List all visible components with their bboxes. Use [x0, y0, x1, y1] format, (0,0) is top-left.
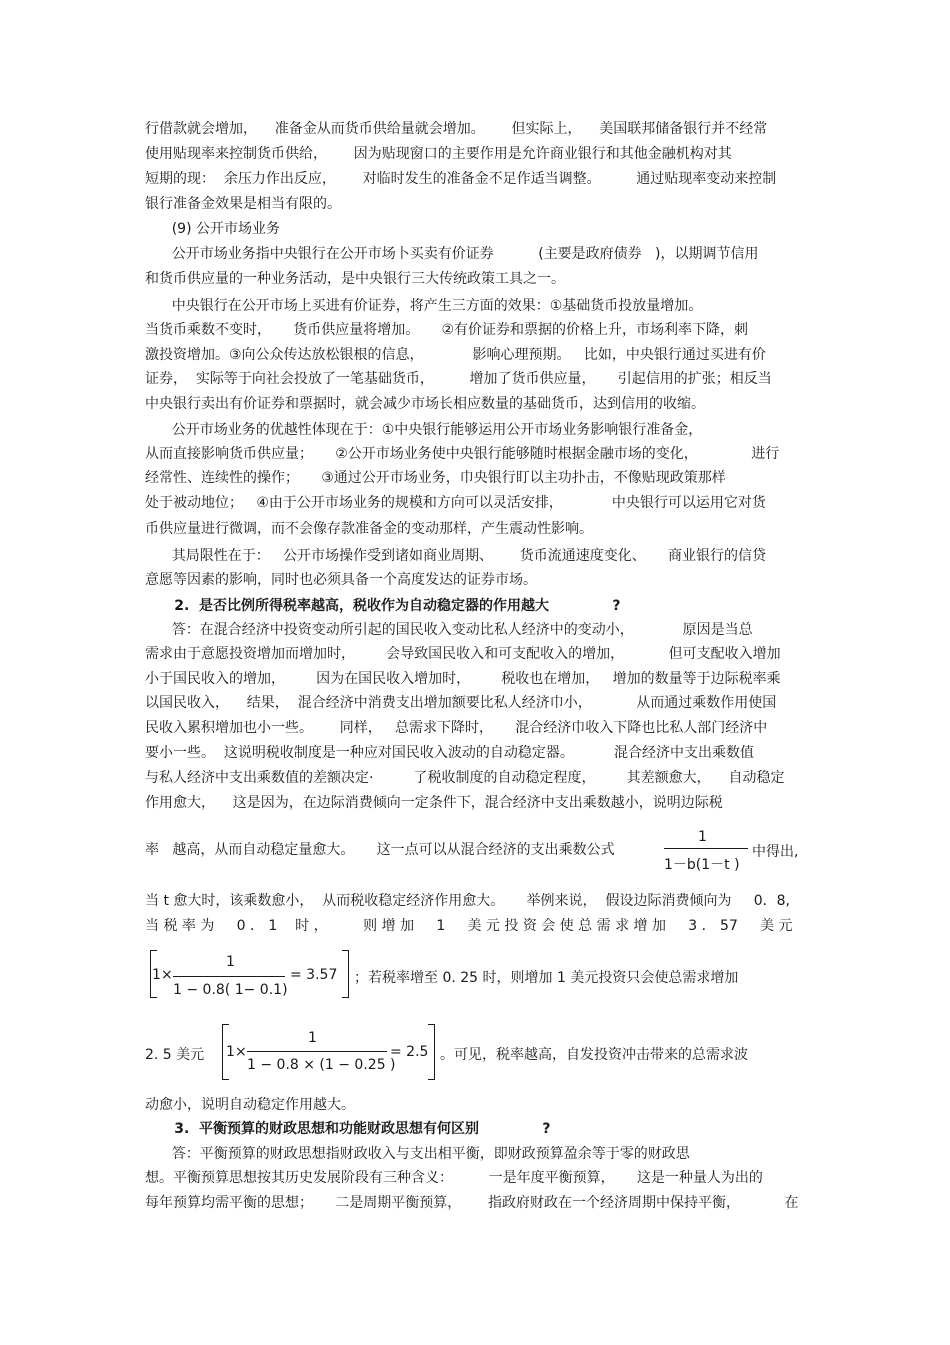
paragraph-line: 动愈小，说明自动稳定作用越大。: [145, 1097, 355, 1113]
fraction-bar: [664, 848, 748, 849]
paragraph-line: 以国民收入， 结果， 混合经济中消费支出增加额要比私人经济巾小， 从而通过乘数作用使国: [145, 695, 777, 711]
fraction-bar: [173, 976, 285, 977]
fraction-bar: [247, 1051, 387, 1052]
paragraph-line: 小于国民收入的增加， 因为在国民收入增加时， 税收也在增加， 增加的数量等于边际税率乘: [145, 671, 781, 687]
paragraph-line: 民收入累积增加也小一些。 同样， 总需求下降时， 混合经济巾收入下降也比私人部门经济中: [145, 720, 768, 736]
eq1-denominator: 1 − 0.8( 1− 0.1): [173, 982, 288, 998]
eq1-suffix: ；若税率增至 0. 25 时，则增加 1 美元投资只会使总需求增加: [354, 970, 739, 986]
paragraph-line: 其局限性在于： 公开市场操作受到诸如商业周期、 货币流通速度变化、 商业银行的信贷: [145, 548, 767, 564]
paragraph-line: 作用愈大， 这是因为，在边际消费倾向一定条件下，混合经济中支出乘数越小，说明边际税: [145, 795, 723, 811]
eq2-result: = 2.5: [390, 1044, 429, 1060]
paragraph-line: 与私人经济中支出乘数值的差额决定· 了税收制度的自动稳定程度， 其差额愈大， 自动稳定: [145, 770, 785, 786]
eq1-numerator: 1: [226, 954, 235, 970]
paragraph-line: 短期的现： 余压力作出反应， 对临时发生的准备金不足作适当调整。 通过贴现率变动来控制: [145, 171, 777, 187]
paragraph-line: 中央银行卖出有价证券和票据时，就会减少市场长相应数量的基础货币，达到信用的收缩。: [145, 396, 705, 412]
paragraph-line: 中央银行在公开市场上买进有价证券，将产生三方面的效果：①基础货币投放量增加。: [145, 298, 703, 314]
right-bracket: [428, 1024, 435, 1080]
multiplier-numerator: 1: [698, 829, 707, 845]
eq2-denominator: 1 − 0.8 × (1 − 0.25 ): [247, 1057, 396, 1073]
paragraph-line: 需求由于意愿投资增加而增加时， 会导致国民收入和可支配收入的增加， 但可支配收入增加: [145, 646, 781, 662]
paragraph-line: 经常性、连续性的操作； ③通过公开市场业务，巾央银行盯以主功扑击，不像贴现政策那样: [145, 470, 726, 486]
paragraph-line: 行借款就会增加， 准备金从而货币供给量就会增加。 但实际上， 美国联邦储备银行并不经常: [145, 121, 768, 137]
paragraph-line: 证券， 实际等于向社会投放了一笔基础货币， 增加了货币供应量， 引起信用的扩张；相反当: [145, 371, 772, 387]
paragraph-line: 想。平衡预算思想按其历史发展阶段有三种含义： 一是年度平衡预算， 这是一种量人为出的: [145, 1170, 763, 1186]
paragraph-line: 答：平衡预算的财政思想指财政收入与支出相平衡，即财政预算盈余等于零的财政思: [145, 1146, 690, 1162]
paragraph-line: 当货币乘数不变时， 货币供应量将增加。 ②有价证券和票据的价格上升，市场利率下降，刺: [145, 322, 749, 338]
formula-line-suffix: 中得出,: [752, 844, 799, 860]
question-heading: 2. 是否比例所得税率越高，税收作为自动稳定器的作用越大 ?: [145, 598, 621, 614]
paragraph-line: 公开市场业务指中央银行在公开市场卜买卖有价证券 (主要是政府债券 )，以期调节信用: [145, 246, 759, 262]
eq1-one: 1: [152, 967, 161, 983]
eq1-times: ×: [161, 967, 173, 983]
paragraph-line: 激投资增加。③向公众传达放松银根的信息， 影响心理预期。 比如，中央银行通过买进有价: [145, 347, 766, 363]
paragraph-line: 币供应量进行微调，而不会像存款准备金的变动那样，产生震动性影响。: [145, 521, 593, 537]
paragraph-line: 当 税 率 为 0 ． 1 时 ， 则 增 加 1 美 元 投 资 会 使 总 需 求 增 加 3 ． 57 美 元: [145, 918, 793, 934]
eq2-prefix: 2. 5 美元: [145, 1047, 205, 1063]
eq2-times: ×: [235, 1044, 247, 1060]
formula-line-prefix: 率 越高，从而自动稳定量愈大。 这一点可以从混合经济的支出乘数公式: [145, 842, 615, 858]
paragraph-line: 要小一些。 这说明税收制度是一种应对国民收入波动的自动稳定器。 混合经济中支出乘数值: [145, 745, 754, 761]
eq2-one: 1: [226, 1044, 235, 1060]
paragraph-line: 银行准备金效果是相当有限的。: [145, 196, 341, 212]
section-heading: (9) 公开市场业务: [145, 221, 280, 237]
paragraph-line: 意愿等因素的影响，同时也必须具备一个高度发达的证券市场。: [145, 572, 537, 588]
multiplier-denominator: 1－b(1－t ): [664, 857, 740, 873]
question-heading: 3. 平衡预算的财政思想和功能财政思想有何区别 ?: [145, 1121, 551, 1137]
paragraph-line: 每年预算均需平衡的思想； 二是周期平衡预算， 指政府财政在一个经济周期中保持平衡， 在: [145, 1195, 799, 1211]
paragraph-line: 和货币供应量的一种业务活动，是中央银行三大传统政策工具之一。: [145, 271, 565, 287]
paragraph-line: 答：在混合经济中投资变动所引起的国民收入变动比私人经济中的变动小， 原因是当总: [145, 622, 753, 638]
paragraph-line: 从而直接影响货币供应量； ②公开市场业务使中央银行能够随时根据金融市场的变化， 进行: [145, 446, 780, 462]
eq2-numerator: 1: [308, 1030, 317, 1046]
eq1-result: = 3.57: [290, 967, 338, 983]
paragraph-line: 使用贴现率来控制货币供给， 因为贴现窗口的主要作用是允许商业银行和其他金融机构对其: [145, 146, 732, 162]
paragraph-line: 当 t 愈大时，该乘数愈小， 从而税收稳定经济作用愈大。 举例来说， 假设边际消费倾向为 0．8,: [145, 893, 790, 909]
right-bracket: [342, 950, 349, 998]
paragraph-line: 处于被动地位； ④由于公开市场业务的规模和方向可以灵活安排， 中央银行可以运用它对货: [145, 495, 766, 511]
eq2-suffix: 。可见，税率越高，自发投资冲击带来的总需求波: [440, 1047, 748, 1063]
paragraph-line: 公开市场业务的优越性体现在于：①中央银行能够运用公开市场业务影响银行准备金，: [145, 422, 703, 438]
